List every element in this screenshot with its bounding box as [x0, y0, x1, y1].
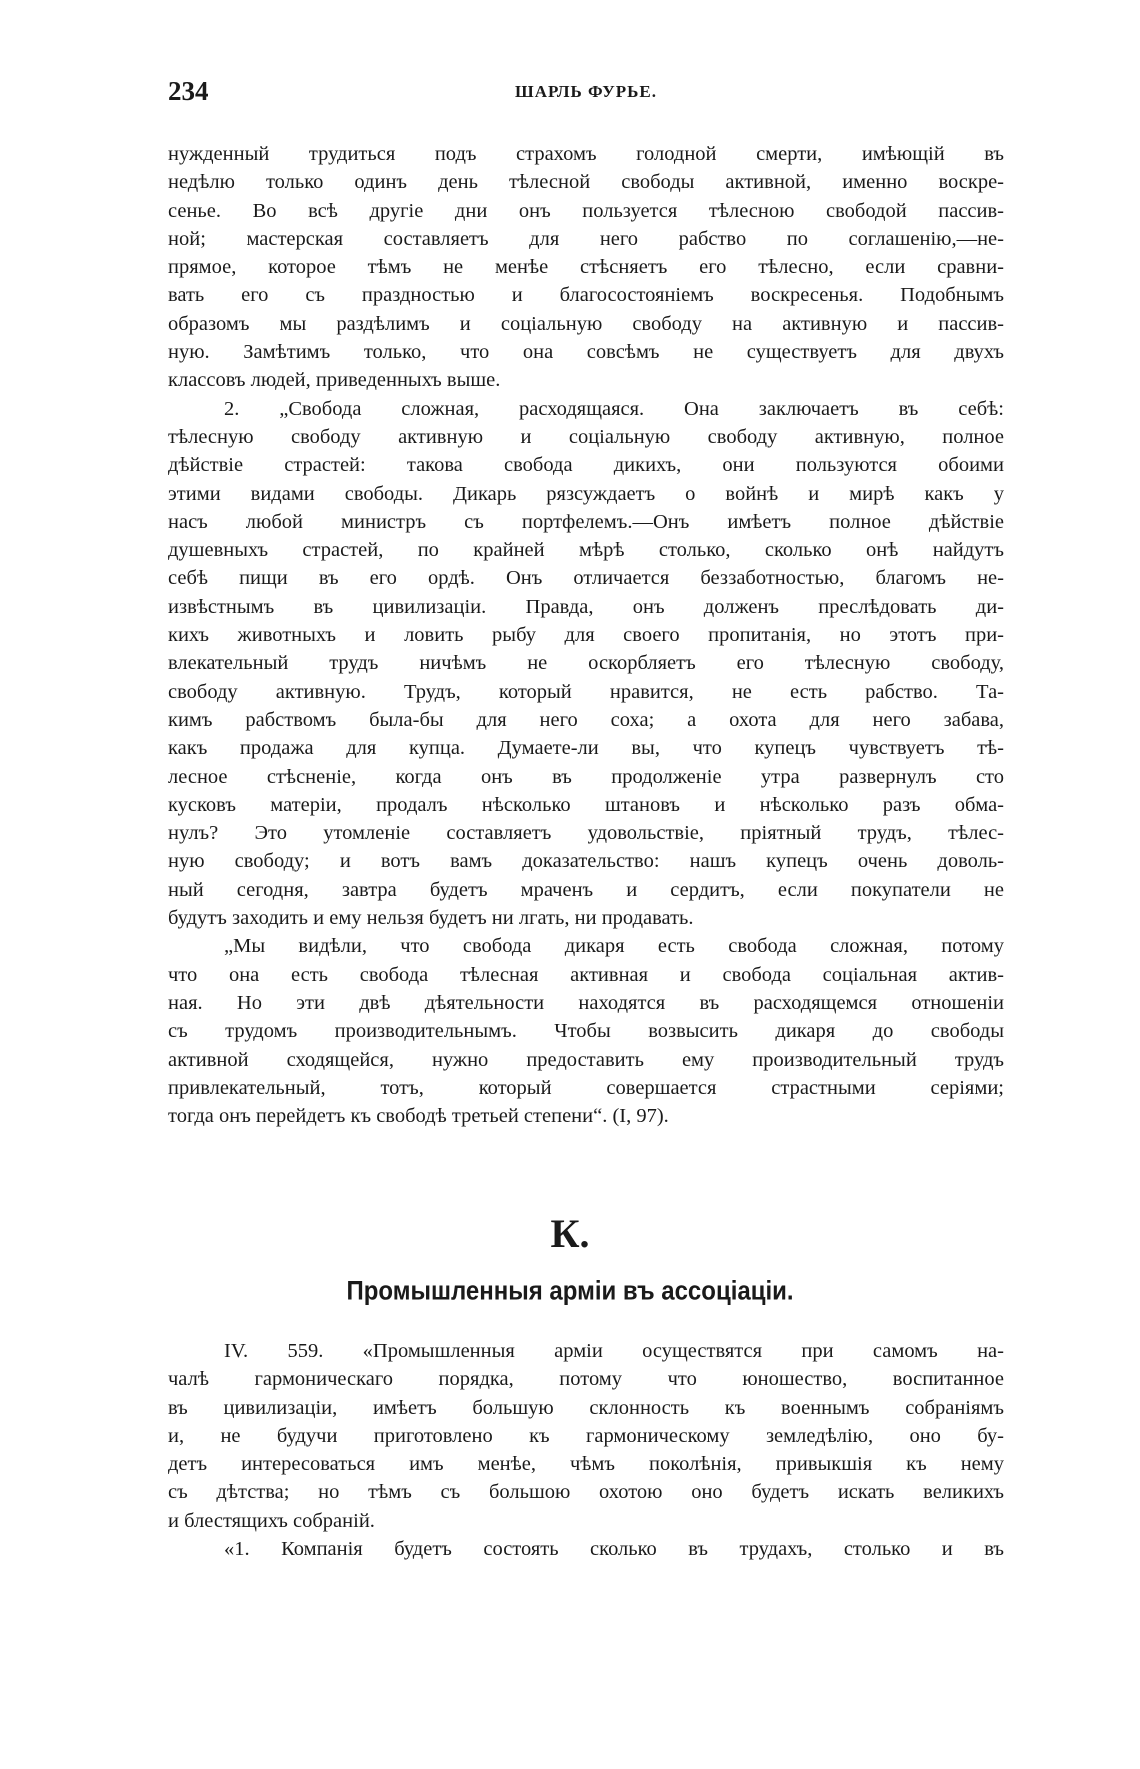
text-line: образомъ мы раздѣлимъ и соціальную свободу на активную и пассив- — [168, 312, 1004, 335]
text-line: вать его съ праздностью и благосостояніемъ воскресенья. Подобнымъ — [168, 284, 1004, 307]
text-line: тѣлесную свободу активную и соціальную свободу активную, полное — [168, 425, 1004, 448]
text-line: недѣлю только одинъ день тѣлесной свободы активной, именно воскре- — [168, 171, 1004, 194]
text-line: активной сходящейся, нужно предоставить ему производительный трудъ — [168, 1048, 1004, 1071]
section-letter: К. — [550, 1211, 590, 1256]
text-line: будутъ заходить и ему нельзя будетъ ни лгать, ни продавать. — [168, 907, 694, 930]
text-line: нужденный трудиться подъ страхомъ голодной смерти, имѣющій въ — [168, 143, 1004, 165]
text-line: какъ продажа для купца. Думаете-ли вы, что купецъ чувствуетъ тѣ- — [168, 737, 1004, 760]
text-line: кихъ животныхъ и ловить рыбу для своего пропитанія, но этотъ при- — [168, 624, 1004, 647]
text-line: влекательный трудъ ничѣмъ не оскорбляетъ его тѣлесную свободу, — [168, 652, 1004, 675]
text-line: прямое, которое тѣмъ не менѣе стѣсняетъ его тѣлесно, если сравни- — [168, 256, 1004, 279]
text-line: детъ интересоваться имъ менѣе, чѣмъ поколѣнія, привыкшія къ нему — [168, 1453, 1004, 1476]
text-line: кимъ рабствомъ была-бы для него соха; а охота для него забава, — [168, 708, 1004, 731]
text-line: лесное стѣсненіе, когда онъ въ продолженіе утра развернулъ сто — [168, 765, 1004, 788]
text-line: нулъ? Это утомленіе составляетъ удовольствіе, пріятный трудъ, тѣлес- — [168, 822, 1004, 845]
text-line: свободу активную. Трудъ, который нравится, не есть рабство. Та- — [168, 680, 1004, 703]
text-line: сенье. Во всѣ другіе дни онъ пользуется тѣлесною свободой пассив- — [168, 199, 1004, 222]
text-line: дѣйствіе страстей: такова свобода дикихъ, они пользуются обоими — [168, 454, 1004, 477]
text-line: чалѣ гармоническаго порядка, потому что юношество, воспитанное — [168, 1368, 1004, 1391]
text-line: классовъ людей, приведенныхъ выше. — [168, 369, 501, 392]
text-line: что она есть свобода тѣлесная активная и свобода соціальная актив- — [168, 963, 1004, 986]
text-line: ная. Но эти двѣ дѣятельности находятся въ расходящемся отношеніи — [168, 991, 1004, 1014]
text-line: извѣстнымъ въ цивилизаціи. Правда, онъ долженъ преслѣдовать ди- — [168, 595, 1004, 618]
text-line: и блестящихъ собраній. — [168, 1509, 375, 1532]
text-line: этими видами свободы. Дикарь рязсуждаетъ о войнѣ и мирѣ какъ у — [168, 482, 1004, 505]
text-line: «1. Компанія будетъ состоять сколько въ трудахъ, столько и въ — [224, 1538, 1004, 1561]
text-line: душевныхъ страстей, по крайней мѣрѣ столько, сколько онѣ найдутъ — [168, 539, 1004, 562]
text-line: ную свободу; и вотъ вамъ доказательство: нашъ купецъ очень доволь- — [168, 850, 1004, 873]
text-line: насъ любой министръ съ портфелемъ.—Онъ имѣетъ полное дѣйствіе — [168, 510, 1004, 533]
text-line: „Мы видѣли, что свобода дикаря есть свобода сложная, потому — [224, 935, 1004, 958]
text-line: и, не будучи приготовлено къ гармоническому земледѣлію, оно бу- — [168, 1424, 1004, 1447]
text-line: привлекательный, тотъ, который совершается страстными серіями; — [168, 1076, 1004, 1099]
running-head: ШАРЛЬ ФУРЬЕ. — [515, 82, 657, 101]
text-line: ный сегодня, завтра будетъ мраченъ и сердитъ, если покупатели не — [168, 878, 1004, 901]
section-title: Промышленныя арміи въ ассоціаціи. — [346, 1276, 794, 1307]
text-line: себѣ пищи въ его ордѣ. Онъ отличается беззаботностью, благомъ не- — [168, 567, 1004, 590]
text-line: ную. Замѣтимъ только, что она совсѣмъ не существуетъ для двухъ — [168, 341, 1004, 364]
page-number: 234 — [168, 76, 209, 106]
text-line: тогда онъ перейдетъ къ свободѣ третьей степени“. (I, 97). — [168, 1105, 669, 1128]
text-line: съ трудомъ производительнымъ. Чтобы возвысить дикаря до свободы — [168, 1020, 1004, 1043]
main-text — [168, 140, 1004, 1130]
page-header — [168, 76, 1004, 112]
text-line: ной; мастерская составляетъ для него рабство по соглашенію,—не- — [168, 227, 1004, 250]
section-text — [168, 1337, 1004, 1563]
text-line: съ дѣтства; но тѣмъ съ большою охотою оно будетъ искать великихъ — [168, 1481, 1004, 1504]
text-line: 2. „Свобода сложная, расходящаяся. Она заключаетъ въ себѣ: — [224, 397, 1004, 420]
text-line: IV. 559. «Промышленныя арміи осуществятся при самомъ на- — [224, 1340, 1004, 1362]
text-line: кусковъ матеріи, продалъ нѣсколько штановъ и нѣсколько разъ обма- — [168, 793, 1004, 816]
text-line: въ цивилизаціи, имѣетъ большую склонность къ военнымъ собраніямъ — [168, 1396, 1004, 1419]
